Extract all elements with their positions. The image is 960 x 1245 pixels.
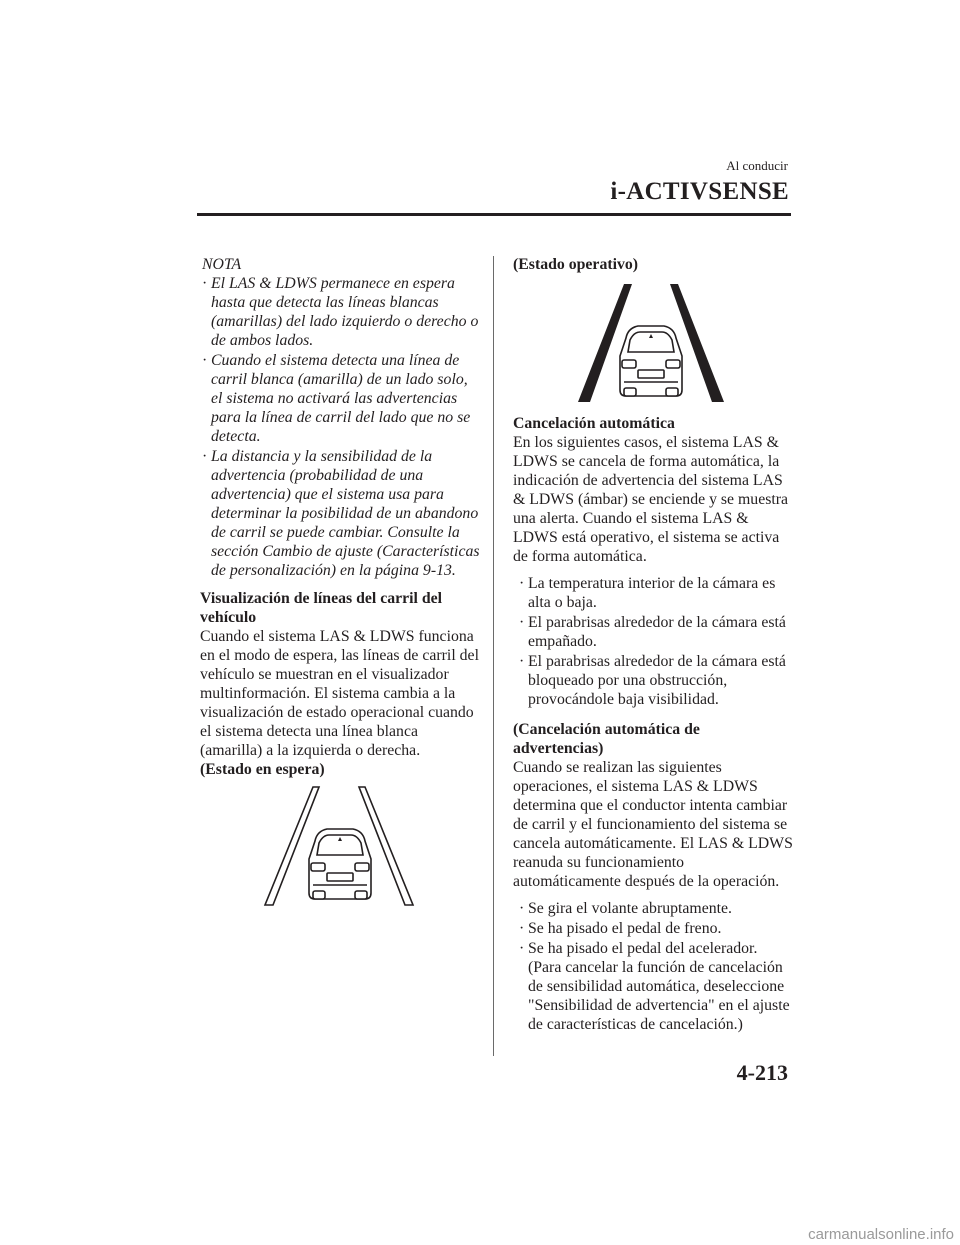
auto-cancel-heading: Cancelación automática <box>513 415 675 432</box>
bullet-icon: · <box>202 448 208 465</box>
left-column <box>200 255 480 909</box>
list-item <box>513 899 793 918</box>
list-item <box>513 613 793 651</box>
warning-cancel-body: Cuando se realizan las siguientes operaciones, el sistema LAS & LDWS determina que el conductor intenta cambiar de carril y el funcionamiento del sistema se cancela automáticamente. El LAS & LDWS reanuda su funcionamiento automáticamente después de la operación. <box>513 759 793 890</box>
bullet-icon: · <box>519 900 525 917</box>
list-item <box>513 919 793 938</box>
car-rear-view-icon <box>576 282 726 406</box>
list-item-text: Se ha pisado el pedal de freno. <box>528 920 722 937</box>
bullet-icon: · <box>519 920 525 937</box>
list-item <box>513 574 793 612</box>
chapter-title: i-ACTIVSENSE <box>610 178 789 205</box>
nota-list <box>200 274 480 580</box>
list-item-text: La temperatura interior de la cámara es alta o baja. <box>528 575 776 611</box>
list-item-text: Se gira el volante abruptamente. <box>528 900 732 917</box>
nota-item-text: La distancia y la sensibilidad de la advertencia (probabilidad de una advertencia) que el sistema usa para determinar la posibilidad de un abandono de carril se puede cambiar. Consulte la sección Cambio de ajuste (Características de personalización) en la página 9-13. <box>211 448 480 579</box>
list-item <box>513 939 793 1034</box>
auto-cancel-list <box>513 574 793 709</box>
bullet-icon: · <box>519 653 525 670</box>
page-number: 4-213 <box>736 1060 788 1085</box>
bullet-icon: · <box>519 940 525 957</box>
nota-item <box>200 274 480 350</box>
list-item-text: El parabrisas alrededor de la cámara está bloqueado por una obstrucción, provocándole baja visibilidad. <box>528 653 786 708</box>
operative-label: (Estado operativo) <box>513 256 639 273</box>
watermark: carmanualsonline.info <box>808 1226 954 1243</box>
bullet-icon: · <box>202 352 208 369</box>
section-label: Al conducir <box>726 158 788 173</box>
car-rear-view-icon <box>263 785 415 909</box>
bullet-icon: · <box>202 275 208 292</box>
bullet-icon: · <box>519 614 525 631</box>
standby-label: (Estado en espera) <box>200 761 325 778</box>
auto-cancel-body: En los siguientes casos, el sistema LAS & LDWS se cancela de forma automática, la indicación de advertencia del sistema LAS & LDWS (ámbar) se enciende y se muestra una alerta. Cuando el sistema LAS & LDWS está operativo, el sistema se activa de forma automática. <box>513 434 789 565</box>
nota-label: NOTA <box>202 256 242 273</box>
list-item <box>513 652 793 709</box>
nota-item <box>200 351 480 446</box>
right-column <box>513 255 793 1035</box>
lane-lines-body: Cuando el sistema LAS & LDWS funciona en el modo de espera, las líneas de carril del vehículo se muestran en el visualizador multinformación. El sistema cambia a la visualización de estado operacional cuando el sistema detecta una línea blanca (amarilla) a la izquierda o derecha. <box>200 628 479 759</box>
warning-cancel-heading: (Cancelación automática de advertencias) <box>513 721 700 757</box>
nota-item-text: El LAS & LDWS permanece en espera hasta que detecta las líneas blancas (amarillas) del lado izquierdo o derecho o de ambos lados. <box>211 275 479 349</box>
warning-cancel-list <box>513 899 793 1034</box>
list-item-text: Se ha pisado el pedal del acelerador. (Para cancelar la función de cancelación de sensibilidad automática, deseleccione "Sensibilidad de advertencia" en el ajuste de características de cancelación.) <box>528 940 790 1033</box>
nota-item-text: Cuando el sistema detecta una línea de carril blanca (amarilla) de un lado solo, el sistema no activará las advertencias para la línea de carril del lado que no se detecta. <box>211 352 471 445</box>
list-item-text: El parabrisas alrededor de la cámara está empañado. <box>528 614 786 650</box>
nota-item <box>200 447 480 580</box>
bullet-icon: · <box>519 575 525 592</box>
header-rule <box>197 213 791 216</box>
lane-lines-heading: Visualización de líneas del carril del vehículo <box>200 590 443 626</box>
column-divider <box>493 256 494 1056</box>
